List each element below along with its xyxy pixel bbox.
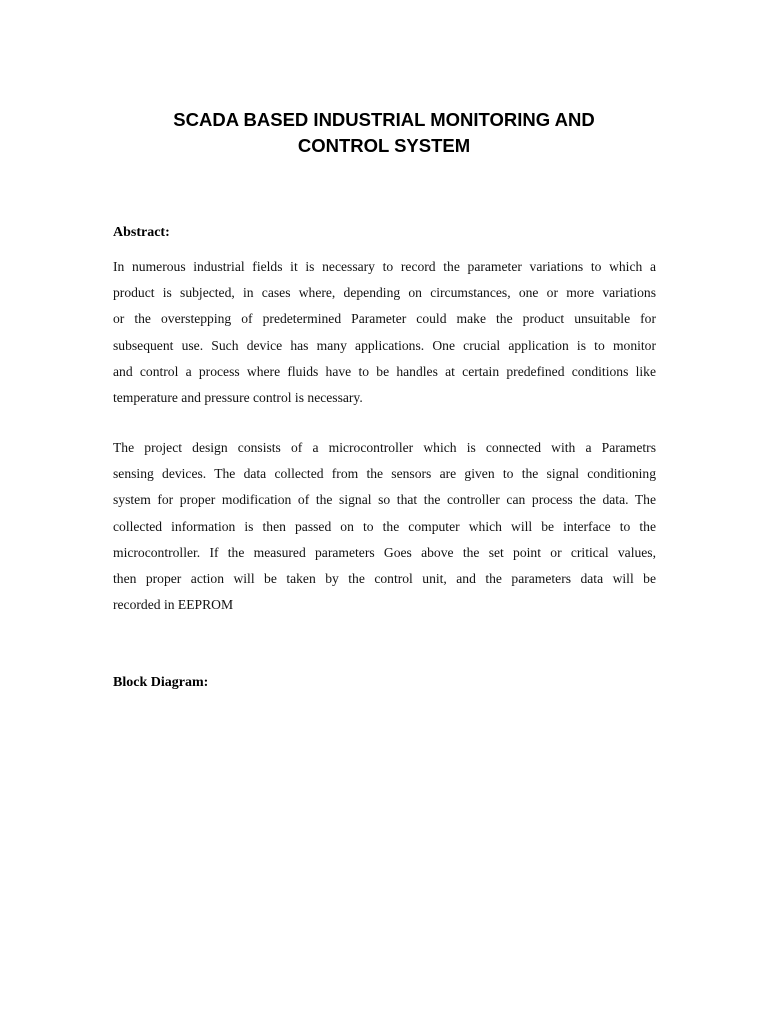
paragraph-2-line: sensing devices. The data collected from the sensors are given to the signal conditioning: [113, 466, 656, 482]
paragraph-1-line: temperature and pressure control is necessary.: [113, 389, 363, 405]
document-title: [0, 107, 768, 159]
abstract-paragraph-2: [113, 435, 656, 618]
paragraph-2-line: microcontroller. If the measured parameters Goes above the set point or critical values,: [113, 544, 656, 560]
paragraph-1-line: In numerous industrial fields it is necessary to record the parameter variations to which a: [113, 259, 656, 274]
paragraph-2-line: collected information is then passed on to the computer which will be interface to the: [113, 518, 656, 534]
title-line-1: SCADA BASED INDUSTRIAL MONITORING AND: [173, 109, 595, 130]
paragraph-1-line: product is subjected, in cases where, depending on circumstances, one or more variations: [113, 285, 656, 301]
paragraph-1-line: subsequent use. Such device has many applications. One crucial application is to monitor: [113, 337, 656, 353]
paragraph-1-line: or the overstepping of predetermined Parameter could make the product unsuitable for: [113, 311, 656, 327]
paragraph-2-line: The project design consists of a microcontroller which is connected with a Parametrs: [113, 440, 656, 455]
block-diagram-heading: Block Diagram:: [113, 675, 209, 690]
paragraph-2-line: recorded in EEPROM: [113, 597, 234, 613]
abstract-paragraph-1: [113, 254, 656, 411]
paragraph-2-line: system for proper modification of the signal so that the controller can process the data. The: [113, 492, 656, 508]
abstract-heading: Abstract:: [113, 225, 170, 240]
title-line-2: CONTROL SYSTEM: [297, 135, 471, 156]
paragraph-1-line: and control a process where fluids have to be handles at certain predefined conditions like: [113, 363, 656, 379]
paragraph-2-line: then proper action will be taken by the control unit, and the parameters data will be: [113, 570, 656, 586]
